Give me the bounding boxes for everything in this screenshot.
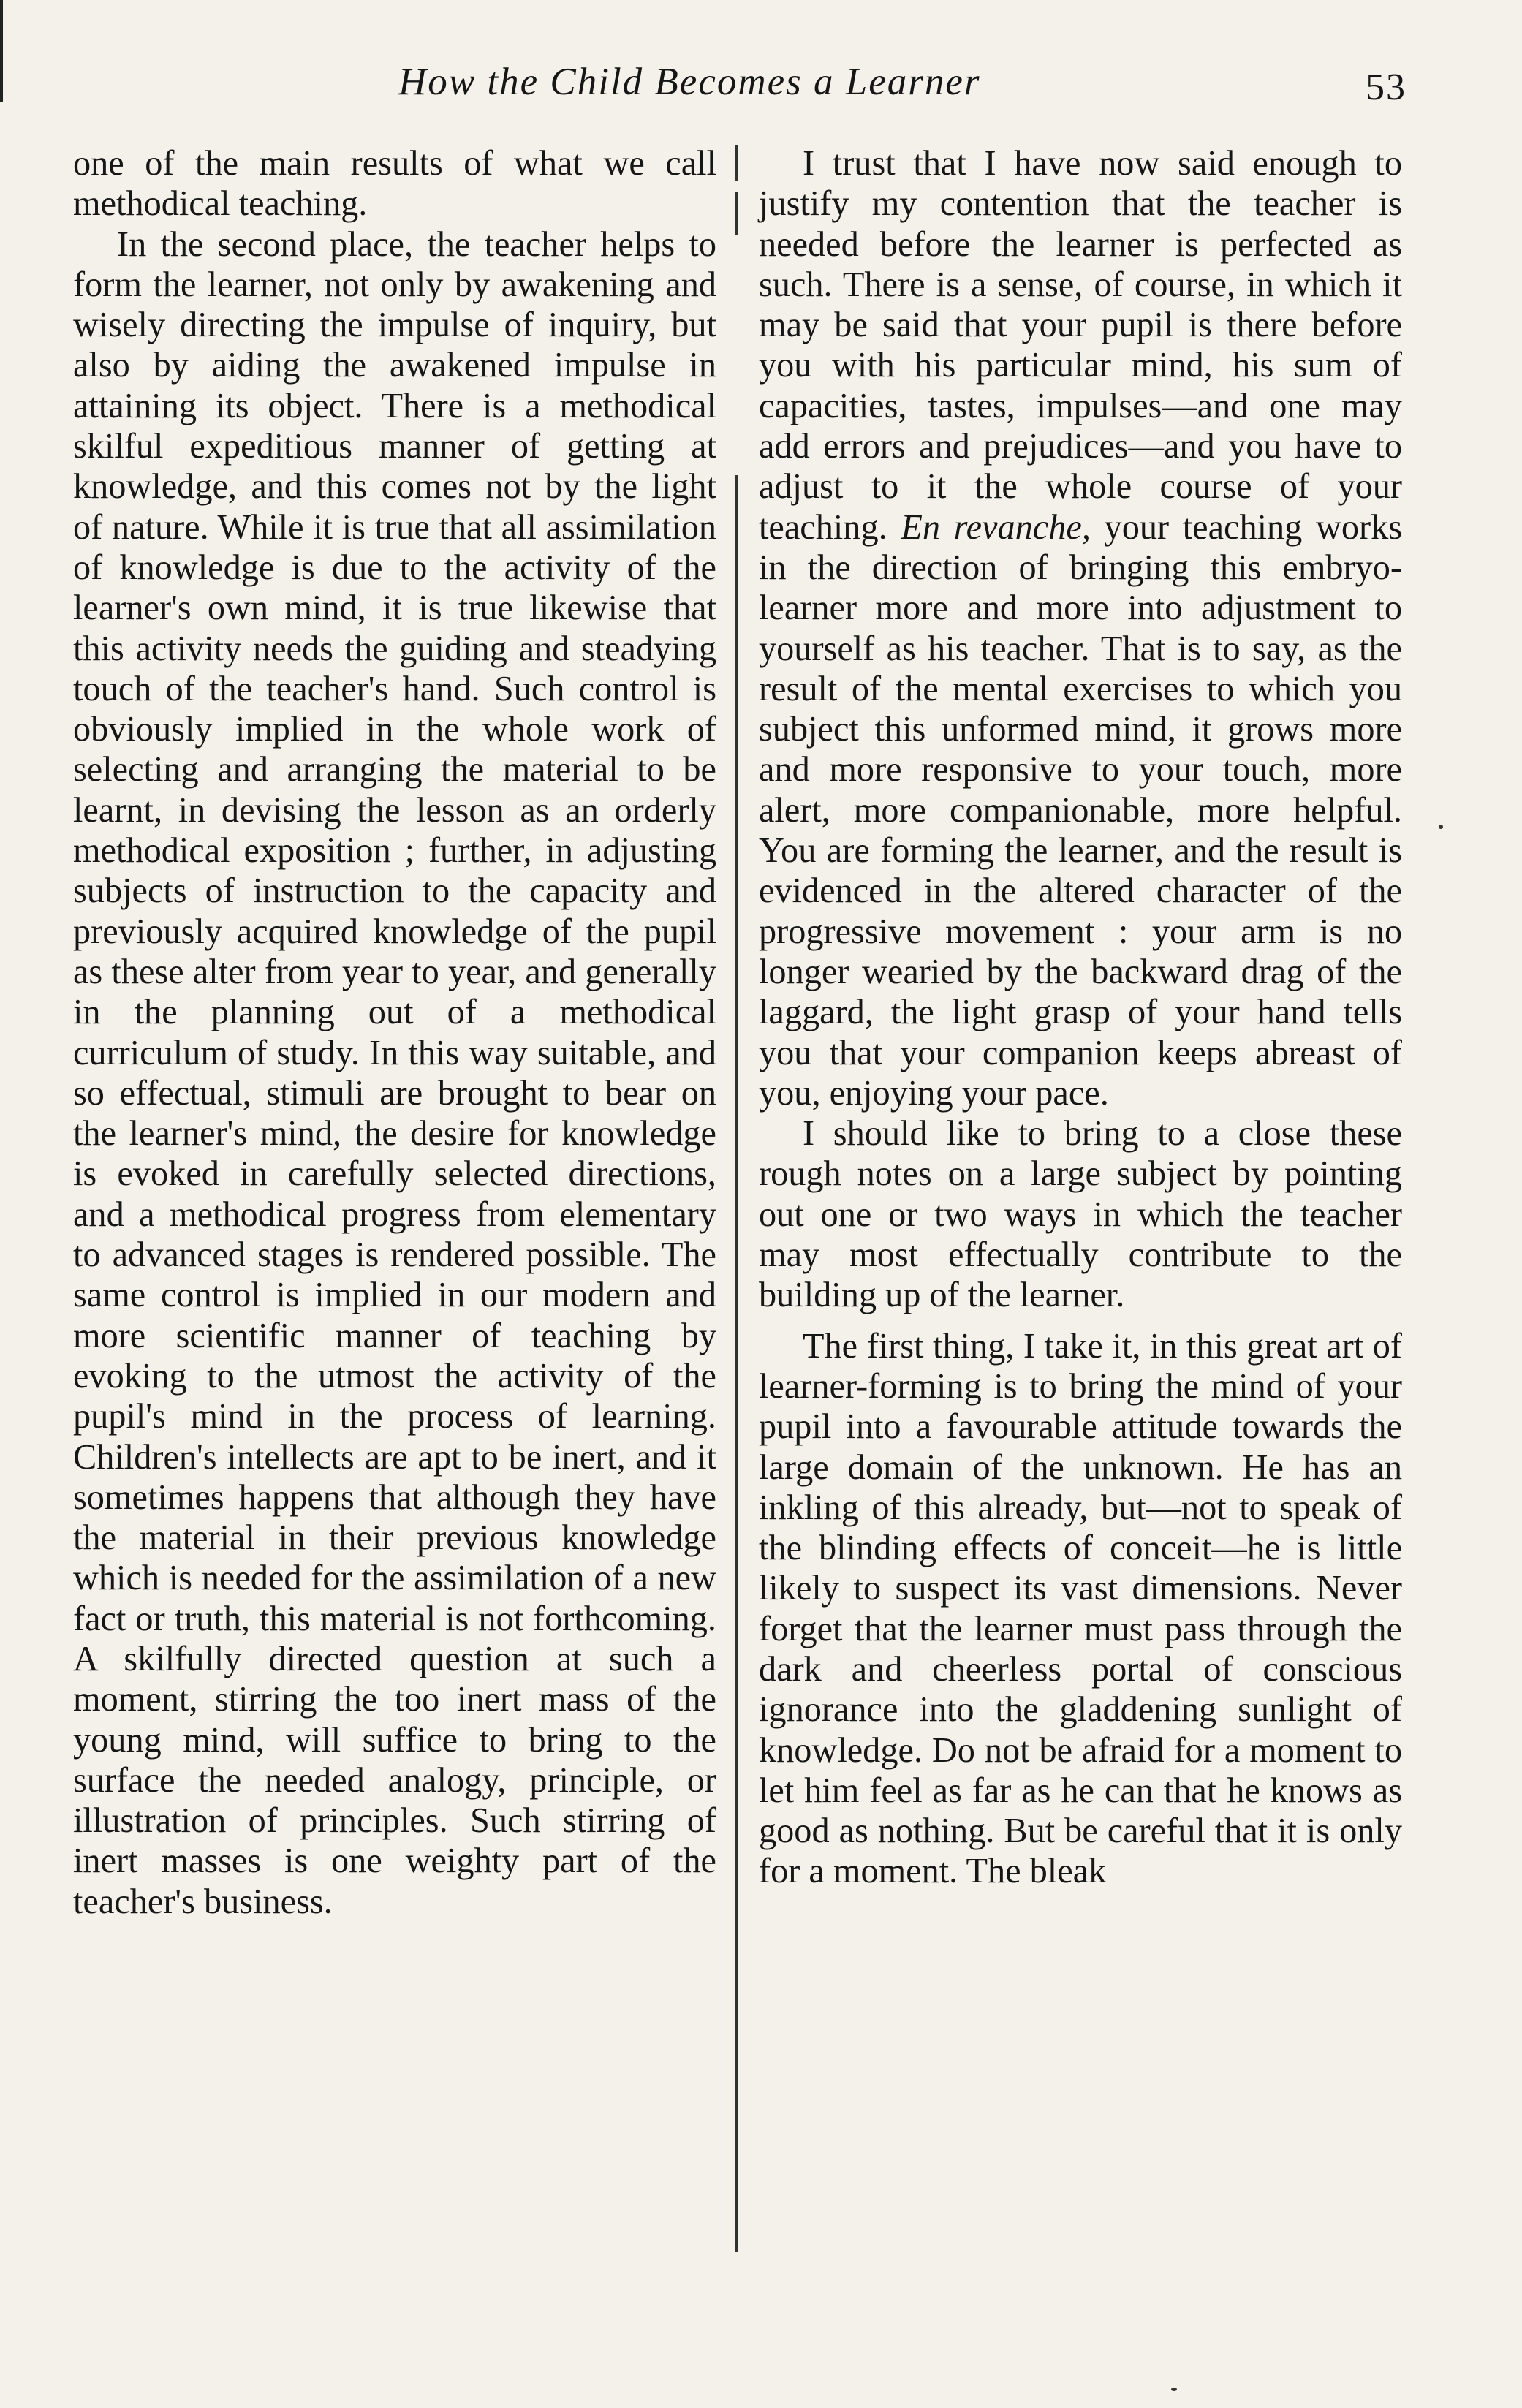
paragraph-trust-text: I trust that I have now said enough to justify my contention that the teacher is needed before the learner is perfected as such. There is a sense, of course, in which it may be said that your pupil is there before you with his particular mind, his sum of capacities, tastes, impulses—and one may add errors and prejudices—and you have to adjust to it the whole course of your teaching. <box>759 144 1402 547</box>
paragraph-first-thing: The first thing, I take it, in this great art of learner-forming is to bring the mind of your pupil into a favourable attitude towards the large domain of the unknown. He has an inkling of this already, but—not to speak of the blinding effects of conceit—he is little likely to suspect its vast dimensions. Never forget that the learner must pass through the dark and cheerless portal of conscious ignorance into the gladdening sunlight of knowledge. Do not be afraid for a moment to let him feel as far as he can that he knows as good as nothing. But be careful that it is only for a moment. The bleak <box>759 1326 1402 1891</box>
right-column <box>759 143 1402 1892</box>
running-head <box>0 60 1522 111</box>
paragraph-trust-text-2: your teaching works in the direction of bringing this embryo-learner more and more into adjustment to yourself as his teacher. That is to say, as the result of the mental exercises to which you subject this unformed mind, it grows more and more responsive to your touch, more alert, more companionable, more helpful. You are forming the learner, and the result is evidenced in the altered character of the progressive movement : your arm is no longer wearied by the backward drag of the laggard, the light grasp of your hand tells you that your companion keeps abreast of you, enjoying your pace. <box>759 507 1403 1113</box>
paragraph-teacher-helps: In the second place, the teacher helps to form the learner, not only by awakening and wisely directing the impulse of inquiry, but also by aiding the awakened impulse in attaining its object. There is a methodical skilful expeditious manner of getting at knowledge, and this comes not by the light of nature. While it is true that all assimilation of knowledge is due to the activity of the learner's own mind, it is true likewise that this activity needs the guiding and steadying touch of the teacher's hand. Such control is obviously implied in the whole work of selecting and arranging the material to be learnt, in devising the lesson as an orderly methodical exposition ; further, in adjusting subjects of instruction to the capacity and previously acquired knowledge of the pupil as these alter from year to year, and generally in the planning out of a methodical curriculum of study. In this way suitable, and so effectual, stimuli are brought to bear on the learner's mind, the desire for knowledge is evoked in carefully selected directions, and a methodical progress from elementary to advanced stages is rendered possible. The same control is implied in our modern and more scientific manner of teaching by evoking to the utmost the activity of the pupil's mind in the process of learning. Children's intellects are apt to be inert, and it sometimes happens that although they have the material in their previous knowledge which is needed for the assimilation of a new fact or truth, this material is not forthcoming. A skilfully directed question at such a moment, stirring the too inert mass of the young mind, will suffice to bring to the surface the needed analogy, principle, or illustration of principles. Such stirring of inert masses is one weighty part of the teacher's business. <box>73 224 716 1921</box>
running-title: How the Child Becomes a Learner <box>398 61 981 103</box>
print-speck <box>1439 825 1443 829</box>
print-speck <box>1171 2388 1177 2391</box>
left-column <box>73 143 716 1922</box>
page-number: 53 <box>1366 67 1406 108</box>
column-divider-mid <box>735 192 738 235</box>
paragraph-continued: one of the main results of what we call methodical teaching. <box>73 144 716 224</box>
column-divider-lower <box>735 475 738 2252</box>
column-divider-top <box>735 145 738 181</box>
paragraph-close: I should like to bring to a close these rough notes on a large subject by pointing out one or two ways in which the teacher may most effectually contribute to the building up of the learner. <box>759 1114 1402 1315</box>
paragraph-trust <box>759 143 1402 1113</box>
italic-phrase: En revanche, <box>901 507 1091 547</box>
